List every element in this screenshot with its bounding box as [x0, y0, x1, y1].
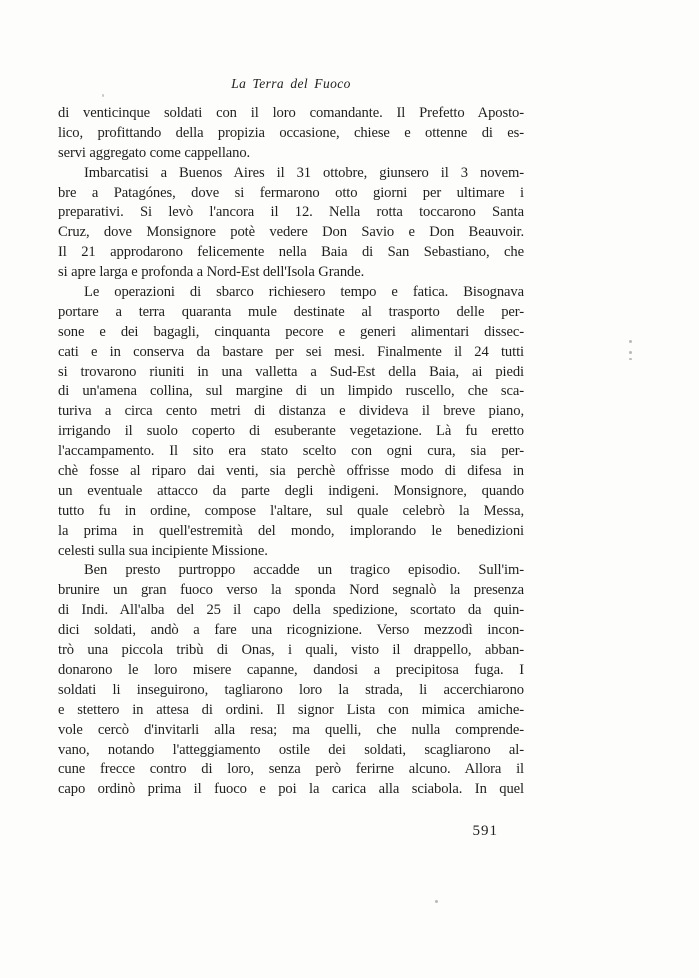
text-line: chè fosse al riparo dai venti, sia perchè offrisse modo di difesa in [58, 463, 524, 480]
running-header: La Terra del Fuoco [231, 76, 351, 91]
text-line: trò una piccola tribù di Onas, i quali, visto il drappello, abban- [58, 642, 524, 659]
text-line: bre a Patagónes, dove si fermarono otto giorni per ultimare i [58, 184, 524, 201]
text-line: tutto fu in ordine, compose l'altare, sul quale celebrò la Messa, [58, 502, 524, 519]
text-line: l'accampamento. Il sito era stato scelto con ogni cura, sia per- [58, 443, 524, 460]
scan-speck [629, 358, 632, 360]
scan-speck [435, 900, 438, 903]
text-line: irrigando il suolo coperto di esuberante vegetazione. Là fu eretto [58, 423, 524, 440]
text-line: turiva a circa cento metri di distanza e divideva il breve piano, [58, 403, 524, 420]
text-line: preparativi. Si levò l'ancora il 12. Nella rotta toccarono Santa [58, 204, 524, 221]
text-line: cune frecce contro di loro, senza però ferirne alcuno. Allora il [58, 761, 524, 778]
text-line: Le operazioni di sbarco richiesero tempo e fatica. Bisognava [84, 284, 524, 301]
text-line: di venticinque soldati con il loro comandante. Il Prefetto Aposto- [58, 105, 524, 121]
text-line: brunire un gran fuoco verso la sponda Nord segnalò la presenza [58, 582, 524, 599]
text-line: servi aggregato come cappellano. [58, 144, 251, 161]
scan-speck [102, 94, 104, 97]
text-line: cati e in conserva da bastare per sei mesi. Finalmente il 24 tutti [58, 343, 524, 360]
text-line: un eventuale attacco da parte degli indigeni. Monsignore, quando [58, 482, 524, 499]
text-line: e stettero in attesa di ordini. Il signor Lista con mimica amiche- [58, 701, 524, 718]
text-line: portare a terra quaranta mule destinate al trasporto delle per- [58, 303, 524, 320]
scan-speck [629, 340, 632, 343]
text-line: soldati li inseguirono, tagliarono loro la strada, li accerchiarono [58, 681, 524, 698]
text-line: lico, profittando della propizia occasione, chiese e ottenne di es- [58, 124, 524, 141]
text-line: celesti sulla sua incipiente Missione. [58, 542, 268, 559]
text-line: Ben presto purtroppo accadde un tragico episodio. Sull'im- [84, 562, 524, 579]
text-line: vole cercò d'invitarli alla resa; ma quelli, che nulla comprende- [58, 721, 524, 738]
text-line: di Indi. All'alba del 25 il capo della spedizione, scortato da quin- [58, 602, 524, 619]
text-line: la prima in quell'estremità del mondo, implorando le benedizioni [58, 522, 524, 539]
text-line: donarono le loro misere capanne, dandosi a precipitosa fuga. I [58, 661, 524, 678]
text-line: sone e dei bagagli, cinquanta pecore e generi alimentari dissec- [58, 323, 524, 340]
text-line: Il 21 approdarono felicemente nella Baia di San Sebastiano, che [58, 244, 524, 261]
scan-speck [629, 351, 632, 354]
body-text [58, 104, 524, 800]
text-line: Cruz, dove Monsignore potè vedere Don Savio e Don Beauvoir. [58, 224, 524, 241]
text-line: di un'amena collina, sul margine di un limpido ruscello, che sca- [58, 383, 524, 400]
text-line: si trovarono riuniti in una valletta a Sud-Est della Baia, ai piedi [58, 363, 524, 380]
text-line: si apre larga e profonda a Nord-Est dell'Isola Grande. [58, 264, 365, 281]
page-number: 591 [472, 823, 498, 839]
text-line: dici soldati, andò a fare una ricognizione. Verso mezzodì incon- [58, 622, 524, 639]
text-line: vano, notando l'atteggiamento ostile dei soldati, scagliarono al- [58, 741, 524, 758]
text-line: capo ordinò prima il fuoco e poi la carica alla sciabola. In quel [58, 781, 524, 798]
text-line: Imbarcatisi a Buenos Aires il 31 ottobre, giunsero il 3 novem- [84, 164, 524, 181]
